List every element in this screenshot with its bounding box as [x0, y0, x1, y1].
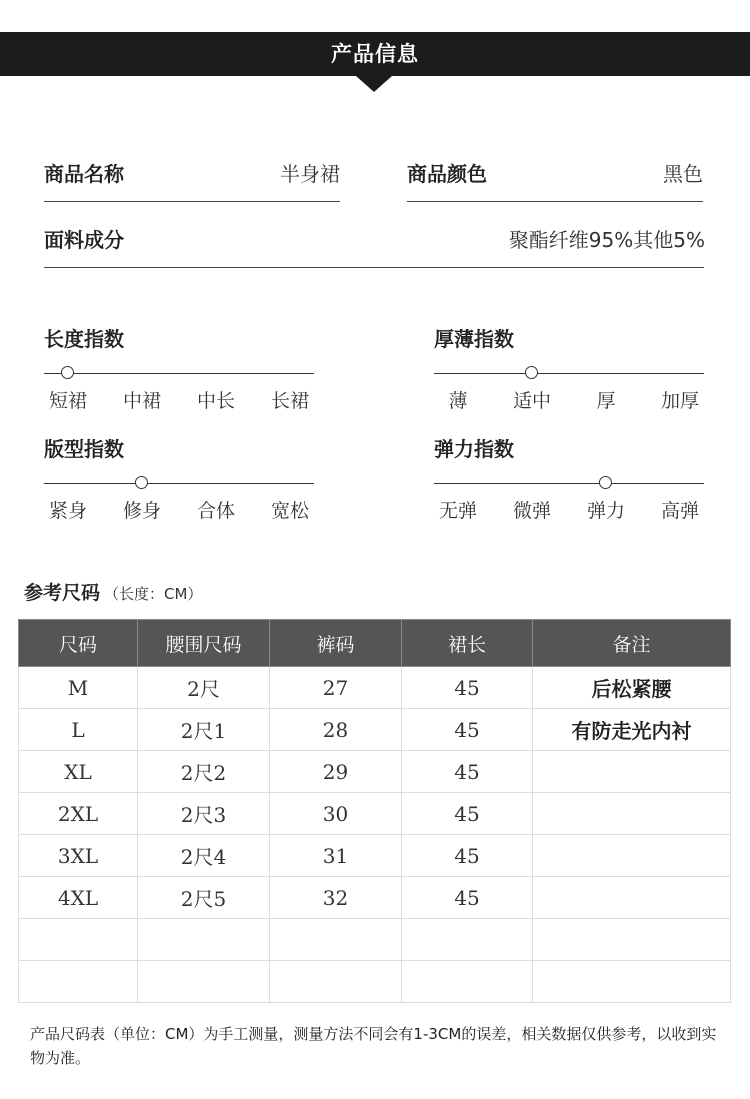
table-row [19, 793, 731, 835]
fabric-value: 聚酯纤维95%其他5% [508, 228, 705, 252]
gauge-option: 宽松 [270, 500, 309, 522]
column-header: 备注 [533, 620, 731, 667]
waist-cell [138, 961, 270, 1003]
gauge-option: 加厚 [660, 390, 699, 412]
note-cell [533, 835, 731, 877]
gauge-track [44, 483, 314, 484]
size-cell: M [19, 667, 138, 709]
pants-size-cell: 29 [270, 751, 402, 793]
column-header: 裙长 [402, 620, 533, 667]
section-header-banner [0, 32, 750, 76]
gauge-title: 长度指数 [44, 327, 124, 351]
skirt-length-cell: 45 [402, 793, 533, 835]
pants-size-cell [270, 961, 402, 1003]
skirt-length-cell: 45 [402, 835, 533, 877]
gauge-option: 无弹 [438, 500, 477, 522]
waist-cell: 2尺3 [138, 793, 270, 835]
table-row [19, 667, 731, 709]
gauge-title: 厚薄指数 [434, 327, 514, 351]
note-cell: 有防走光内衬 [533, 709, 731, 751]
waist-cell: 2尺 [138, 667, 270, 709]
divider [407, 201, 703, 202]
section-title: 产品信息 [331, 42, 419, 66]
measurement-footnote: 产品尺码表（单位：CM）为手工测量，测量方法不同会有1-3CM的误差，相关数据仅供参考，以收到实物为准。 [30, 1025, 717, 1067]
table-row [19, 835, 731, 877]
skirt-length-cell: 45 [402, 709, 533, 751]
divider [44, 201, 340, 202]
size-cell: L [19, 709, 138, 751]
skirt-length-cell: 45 [402, 877, 533, 919]
table-row [19, 877, 731, 919]
gauge-marker [525, 366, 538, 379]
size-cell: 3XL [19, 835, 138, 877]
gauge-title: 弹力指数 [434, 437, 514, 461]
pants-size-cell [270, 919, 402, 961]
gauge-option: 合体 [196, 500, 235, 522]
waist-cell: 2尺4 [138, 835, 270, 877]
gauge-option: 弹力 [586, 500, 625, 522]
gauge-option: 高弹 [660, 500, 699, 522]
column-header: 裤码 [270, 620, 402, 667]
note-cell [533, 751, 731, 793]
note-cell [533, 793, 731, 835]
pants-size-cell: 30 [270, 793, 402, 835]
gauge-option: 微弹 [512, 500, 551, 522]
pants-size-cell: 28 [270, 709, 402, 751]
gauge-option: 中长 [196, 390, 235, 412]
size-table [18, 619, 731, 1003]
gauge-option: 长裙 [270, 390, 309, 412]
gauge-option: 修身 [122, 500, 161, 522]
gauge-marker [135, 476, 148, 489]
pants-size-cell: 32 [270, 877, 402, 919]
gauge-title: 版型指数 [44, 437, 124, 461]
divider [44, 267, 704, 268]
column-header: 尺码 [19, 620, 138, 667]
size-cell [19, 919, 138, 961]
gauge-track [434, 483, 704, 484]
table-row-empty [19, 961, 731, 1003]
skirt-length-cell: 45 [402, 751, 533, 793]
product-name-value: 半身裙 [280, 162, 340, 186]
size-cell: 2XL [19, 793, 138, 835]
fabric-label: 面料成分 [44, 228, 124, 252]
table-header-row [19, 620, 731, 667]
note-cell [533, 961, 731, 1003]
gauge-option: 紧身 [48, 500, 87, 522]
size-cell: XL [19, 751, 138, 793]
note-cell [533, 919, 731, 961]
note-cell: 后松紧腰 [533, 667, 731, 709]
column-header: 腰围尺码 [138, 620, 270, 667]
size-cell [19, 961, 138, 1003]
product-color-label: 商品颜色 [407, 162, 487, 186]
gauge-option: 厚 [596, 390, 616, 412]
gauge-option: 中裙 [122, 390, 161, 412]
table-row-empty [19, 919, 731, 961]
gauge-option: 适中 [512, 390, 551, 412]
gauge-option: 薄 [448, 390, 468, 412]
note-cell [533, 877, 731, 919]
size-chart-title [24, 578, 202, 605]
gauge-track [434, 373, 704, 374]
product-color-value: 黑色 [663, 162, 703, 186]
product-name-label: 商品名称 [44, 162, 124, 186]
pants-size-cell: 27 [270, 667, 402, 709]
skirt-length-cell [402, 919, 533, 961]
waist-cell: 2尺2 [138, 751, 270, 793]
gauge-marker [599, 476, 612, 489]
skirt-length-cell: 45 [402, 667, 533, 709]
pants-size-cell: 31 [270, 835, 402, 877]
gauge-track [44, 373, 314, 374]
gauge-marker [61, 366, 74, 379]
table-row [19, 751, 731, 793]
waist-cell: 2尺1 [138, 709, 270, 751]
size-chart-unit: （长度：CM） [104, 585, 203, 603]
banner-notch [356, 76, 392, 92]
table-row [19, 709, 731, 751]
skirt-length-cell [402, 961, 533, 1003]
gauge-option: 短裙 [48, 390, 87, 412]
size-cell: 4XL [19, 877, 138, 919]
size-chart-heading: 参考尺码 [24, 582, 101, 604]
waist-cell: 2尺5 [138, 877, 270, 919]
waist-cell [138, 919, 270, 961]
